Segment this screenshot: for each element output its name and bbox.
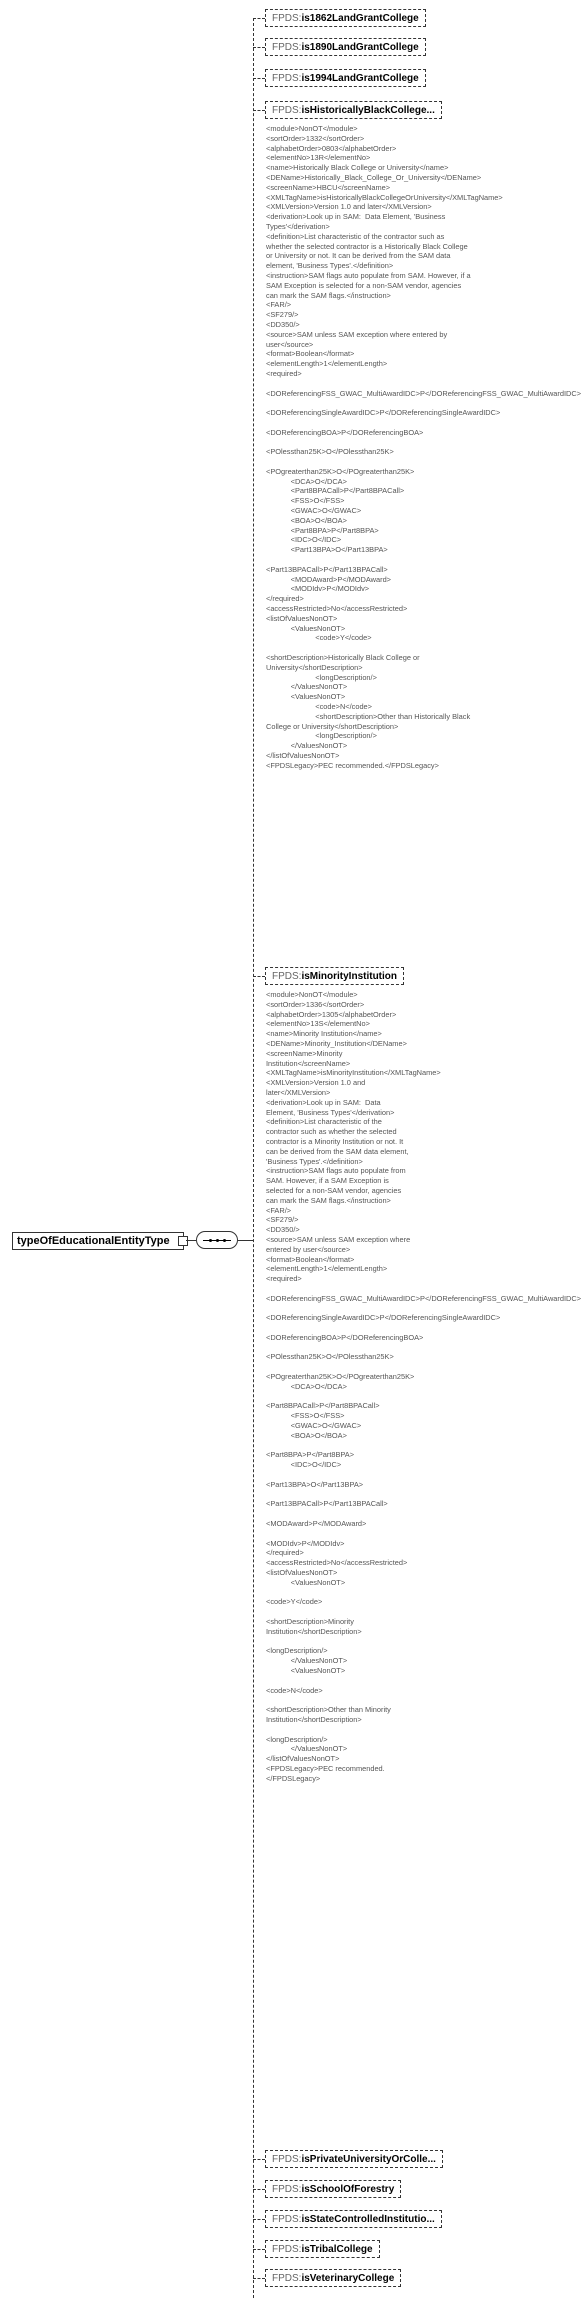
expand-toggle-icon[interactable] [178, 1236, 188, 1246]
element-node[interactable]: FPDS: isPrivateUniversityOrColle... [265, 2150, 443, 2168]
element-node[interactable]: FPDS: is1994LandGrantCollege [265, 69, 426, 87]
element-node[interactable]: FPDS: isHistoricallyBlackCollege... [265, 101, 442, 119]
element-node[interactable]: FPDS: isVeterinaryCollege [265, 2269, 401, 2287]
element-documentation: <module>NonOT</module> <sortOrder>1332</sortOrder> <alphabetOrder>0803</alphabetOrder> <elementNo>13R</elementNo> <name>Historically Black College or University</name> <DEName>Historically_Black_College_Or_University</DEName> <screenName>HBCU</screenName> <XMLTagName>isHistoricallyBlackCollegeOrUniversity</XMLTagName> <XMLVersion>Version 1.0 and later</XMLVersion> <derivation>Look up in SAM: Data Element, 'Business Types'</derivation> <definition>List characteristic of the contractor such as whether the selected contractor is a Historically Black College or University or not. It can be derived from the SAM data element, 'Business Types'.</definition> <instruction>SAM flags auto populate from SAM. However, if a SAM Exception is selected for a non-SAM vendor, agencies can mark the SAM flags.</instruction> <FAR/> <SF279/> <DD350/> <source>SAM unless SAM exception where entered by user</source> <format>Boolean</format> <elementLength>1</elementLength> <required> <DOReferencingFSS_GWAC_MultiAwardIDC>P</DOReferencingFSS_GWAC_MultiAwardIDC> <DOReferencingSingleAwardIDC>P</DOReferencingSingleAwardIDC> <DOReferencingBOA>P</DOReferencingBOA> <POlessthan25K>O</POlessthan25K> <POgreaterthan25K>O</POgreaterthan25K> <DCA>O</DCA> <Part8BPACall>P</Part8BPACall> <FSS>O</FSS> <GWAC>O</GWAC> <BOA>O</BOA> <Part8BPA>P</Part8BPA> <IDC>O</IDC> <Part13BPA>O</Part13BPA> <Part13BPACall>P</Part13BPACall> <MODAward>P</MODAward> <MODIdv>P</MODIdv> </required> <accessRestricted>No</accessRestricted> <listOfValuesNonOT> <ValuesNonOT> <code>Y</code> <shortDescription>Historically Black College or University</shortDescription> <longDescription/> </ValuesNonOT> <ValuesNonOT> <code>N</code> <shortDescription>Other than Historically Black College or University</shortDescription> <longDescription/> </ValuesNonOT> </listOfValuesNonOT> <FPDSLegacy>PEC recommended.</FPDSLegacy> [266, 124, 581, 770]
children-connector [253, 18, 254, 2298]
sequence-compositor-icon [196, 1231, 238, 1249]
root-label: typeOfEducationalEntityType [17, 1235, 170, 1247]
element-node[interactable]: FPDS: is1890LandGrantCollege [265, 38, 426, 56]
element-node[interactable]: FPDS: isTribalCollege [265, 2240, 380, 2258]
element-node[interactable]: FPDS: isSchoolOfForestry [265, 2180, 401, 2198]
element-node[interactable]: FPDS: is1862LandGrantCollege [265, 9, 426, 27]
sequence-connector [238, 1240, 253, 1241]
element-node[interactable]: FPDS: isMinorityInstitution [265, 967, 404, 985]
root-element[interactable] [12, 1232, 184, 1250]
root-connector [186, 1240, 196, 1241]
element-documentation: <module>NonOT</module> <sortOrder>1336</sortOrder> <alphabetOrder>1305</alphabetOrder> <elementNo>13S</elementNo> <name>Minority Institution</name> <DEName>Minority_Institution</DEName> <screenName>Minority Institution</screenName> <XMLTagName>isMinorityInstitution</XMLTagName> <XMLVersion>Version 1.0 and later</XMLVersion> <derivation>Look up in SAM: Data Element, 'Business Types'</derivation> <definition>List characteristic of the contractor such as whether the selected contractor is a Minority Institution or not. It can be derived from the SAM data element, 'Business Types'.</definition> <instruction>SAM flags auto populate from SAM. However, if a SAM Exception is selected for a non-SAM vendor, agencies can mark the SAM flags.</instruction> <FAR/> <SF279/> <DD350/> <source>SAM unless SAM exception where entered by user</source> <format>Boolean</format> <elementLength>1</elementLength> <required> <DOReferencingFSS_GWAC_MultiAwardIDC>P</DOReferencingFSS_GWAC_MultiAwardIDC> <DOReferencingSingleAwardIDC>P</DOReferencingSingleAwardIDC> <DOReferencingBOA>P</DOReferencingBOA> <POlessthan25K>O</POlessthan25K> <POgreaterthan25K>O</POgreaterthan25K> <DCA>O</DCA> <Part8BPACall>P</Part8BPACall> <FSS>O</FSS> <GWAC>O</GWAC> <BOA>O</BOA> <Part8BPA>P</Part8BPA> <IDC>O</IDC> <Part13BPA>O</Part13BPA> <Part13BPACall>P</Part13BPACall> <MODAward>P</MODAward> <MODIdv>P</MODIdv> </required> <accessRestricted>No</accessRestricted> <listOfValuesNonOT> <ValuesNonOT> <code>Y</code> <shortDescription>Minority Institution</shortDescription> <longDescription/> </ValuesNonOT> <ValuesNonOT> <code>N</code> <shortDescription>Other than Minority Institution</shortDescription> <longDescription/> </ValuesNonOT> </listOfValuesNonOT> <FPDSLegacy>PEC recommended.</FPDSLegacy> [266, 990, 581, 1783]
element-node[interactable]: FPDS: isStateControlledInstitutio... [265, 2210, 442, 2228]
